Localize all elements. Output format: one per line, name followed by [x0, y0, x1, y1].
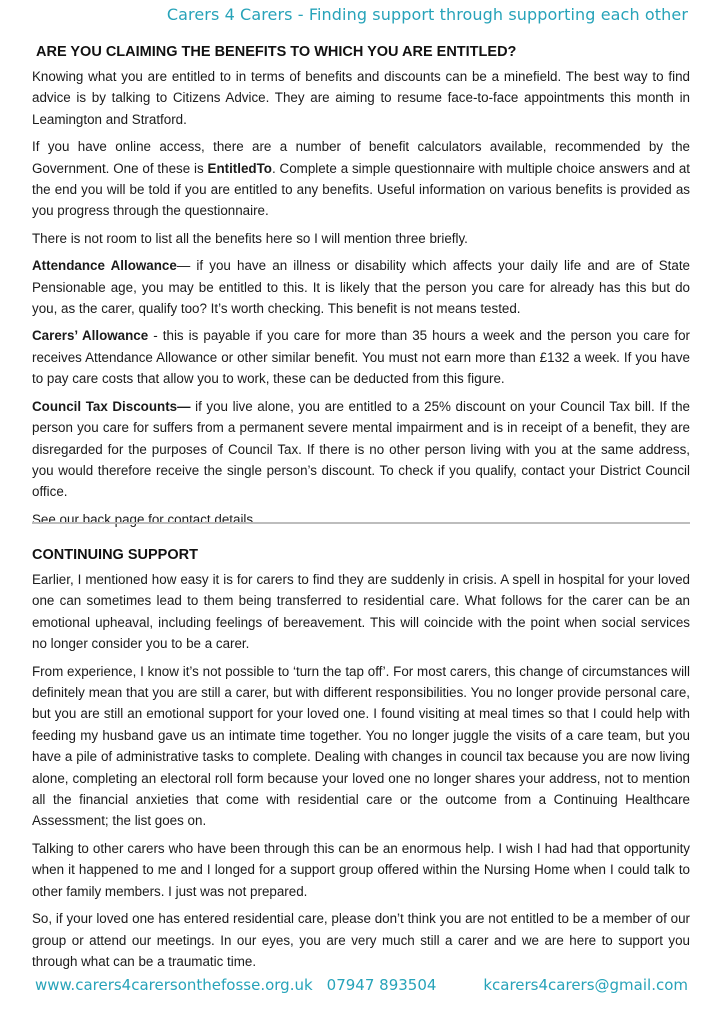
three-benefits-paragraph: There is not room to list all the benefits here so I will mention three briefly.: [32, 230, 468, 246]
attendance-allowance-paragraph: [32, 255, 690, 319]
support-paragraph-2: From experience, I know it’s not possible to ‘turn the tap off’. For most carers, this change of circumstances will definitely mean that you are still a carer, but with different responsibilities. You no longer provide personal care, but you are still an emotional support for your loved one. I found visiting at meal times so that I could help with feeding my husband gave us an intimate time together. You no longer juggle the visits of a care team, but you have a pile of administrative tasks to complete. Dealing with changes in council tax because you are now living alone, completing an electoral roll form because your loved one no longer shares your address, not to mention all the financial anxieties that come with residential care or the outcome from a Continuing Healthcare Assessment; the list goes on.: [32, 663, 690, 829]
masthead-tagline: Carers 4 Carers - Finding support through supporting each other: [166, 5, 688, 24]
attendance-allowance-text: — if you have an illness or disability which affects your daily life and are of State Pensionable age, you may be entitled to this. It is likely that the person you care for already has this but do you, as the carer, qualify too? It’s worth checking. This benefit is not means tested.: [32, 258, 690, 317]
phone-number: 07947 893504: [326, 976, 437, 994]
support-paragraph-3: Talking to other carers who have been through this can be an enormous help. I wish I had had that opportunity when it happened to me and I longed for a support group offered within the Nursing Home when I could talk to other family members. I just was not prepared.: [32, 840, 690, 899]
footer-contacts: [35, 976, 688, 994]
continuing-support-section: [32, 547, 690, 978]
support-paragraph-1: Earlier, I mentioned how easy it is for carers to find they are suddenly in crisis. A spell in hospital for your loved one can sometimes lead to them being transferred to residential care. What follows for the carer can be an emotional upheaval, including feelings of bereavement. This will coincide with the point when social services no longer consider you to be a carer.: [32, 572, 690, 652]
benefit-calculators-paragraph: [32, 136, 690, 222]
section-divider: [32, 522, 690, 524]
carers-allowance-text: - this is payable if you care for more than 35 hours a week and the person you care for receives Attendance Allowance or other similar benefit. You must not earn more than £132 a week. If you have to pay care costs that allow you to work, these can be deducted from this figure.: [32, 328, 690, 387]
attendance-allowance-label: Attendance Allowance: [32, 258, 177, 274]
council-tax-label: Council Tax Discounts—: [32, 398, 191, 414]
website-link[interactable]: www.carers4carersonthefosse.org.uk: [35, 976, 313, 994]
council-tax-text: if you live alone, you are entitled to a 25% discount on your Council Tax bill. If the person you care for suffers from a permanent severe mental impairment and is in receipt of a benefit, they are disregarded for the purposes of Council Tax. If there is no other person living with you at the same address, you would therefore receive the single person’s discount. To check if you qualify, contact your District Council office.: [32, 398, 690, 500]
carers-allowance-paragraph: [32, 325, 690, 389]
council-tax-paragraph: [32, 396, 690, 503]
carers-allowance-label: Carers’ Allowance: [32, 328, 149, 344]
benefits-heading: ARE YOU CLAIMING THE BENEFITS TO WHICH YOU ARE ENTITLED?: [36, 44, 517, 60]
continuing-support-heading: CONTINUING SUPPORT: [32, 547, 198, 563]
support-paragraph-4: So, if your loved one has entered residential care, please don’t think you are not entitled to be a member of our group or attend our meetings. In our eyes, you are very much still a carer and we are here to support you through what can be a traumatic time.: [32, 911, 690, 969]
benefits-intro-paragraph: Knowing what you are entitled to in terms of benefits and discounts can be a minefield. The best way to find advice is by talking to Citizens Advice. They are aiming to resume face-to-face appointments this month in Leamington and Stratford.: [32, 69, 690, 127]
entitledto-name: EntitledTo: [207, 160, 272, 176]
benefits-section: [32, 44, 690, 536]
email-link[interactable]: kcarers4carers@gmail.com: [483, 976, 688, 994]
calculators-text-before: If you have online access, there are a number of benefit calculators available, recommended by the Government. One of these is: [32, 139, 690, 176]
contact-details-note: See our back page for contact details.: [32, 511, 257, 527]
calculators-text-after: . Complete a simple questionnaire with multiple choice answers and at the end you will be told if you are entitled to any benefits. Useful information on various benefits is provided as you progress through the questionnaire.: [32, 160, 690, 219]
